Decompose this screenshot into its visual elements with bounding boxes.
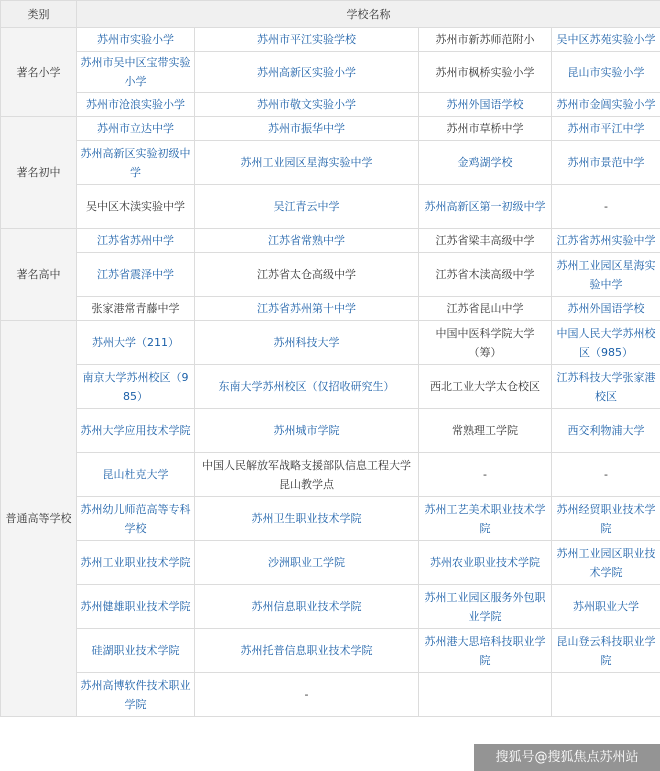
school-link[interactable]: 江苏省常熟中学 <box>195 229 419 253</box>
school-cell: - <box>195 673 419 717</box>
table-row <box>1 229 660 253</box>
school-link[interactable]: 苏州工业园区服务外包职业学院 <box>419 585 552 629</box>
school-link[interactable]: 苏州外国语学校 <box>552 297 660 321</box>
school-link[interactable]: 苏州卫生职业技术学院 <box>195 497 419 541</box>
table-row <box>1 453 660 497</box>
table-row <box>1 673 660 717</box>
school-link[interactable]: 苏州经贸职业技术学院 <box>552 497 660 541</box>
school-link[interactable]: 江苏省苏州中学 <box>77 229 195 253</box>
school-cell <box>419 673 552 717</box>
school-link[interactable]: 吴江青云中学 <box>195 185 419 229</box>
school-cell: 江苏省太仓高级中学 <box>195 253 419 297</box>
table-row <box>1 321 660 365</box>
school-link[interactable]: 苏州托普信息职业技术学院 <box>195 629 419 673</box>
table-row <box>1 585 660 629</box>
school-link[interactable]: 昆山杜克大学 <box>77 453 195 497</box>
table-row <box>1 93 660 117</box>
school-link[interactable]: 苏州港大思培科技职业学院 <box>419 629 552 673</box>
school-link[interactable]: 南京大学苏州校区（985） <box>77 365 195 409</box>
school-cell: 江苏省梁丰高级中学 <box>419 229 552 253</box>
school-link[interactable]: 沙洲职业工学院 <box>195 541 419 585</box>
table-row <box>1 365 660 409</box>
school-link[interactable]: 苏州市景范中学 <box>552 141 660 185</box>
school-link[interactable]: 苏州大学（211） <box>77 321 195 365</box>
school-link[interactable]: 苏州高博软件技术职业学院 <box>77 673 195 717</box>
category-cell: 著名小学 <box>1 28 77 117</box>
school-cell: 常熟理工学院 <box>419 409 552 453</box>
school-link[interactable]: 苏州市平江中学 <box>552 117 660 141</box>
table-row <box>1 185 660 229</box>
school-cell: 中国人民解放军战略支援部队信息工程大学昆山教学点 <box>195 453 419 497</box>
school-link[interactable]: 苏州科技大学 <box>195 321 419 365</box>
table-body <box>1 28 660 717</box>
school-cell: 张家港常青藤中学 <box>77 297 195 321</box>
school-link[interactable]: 苏州高新区实验初级中学 <box>77 141 195 185</box>
table-row <box>1 297 660 321</box>
school-link[interactable]: 江苏科技大学张家港校区 <box>552 365 660 409</box>
school-link[interactable]: 苏州农业职业技术学院 <box>419 541 552 585</box>
table-row <box>1 141 660 185</box>
school-link[interactable]: 苏州市立达中学 <box>77 117 195 141</box>
school-name-header: 学校名称 <box>77 1 660 28</box>
school-link[interactable]: 硅湖职业技术学院 <box>77 629 195 673</box>
school-cell: - <box>419 453 552 497</box>
school-link[interactable]: 苏州工业园区星海实验中学 <box>552 253 660 297</box>
table-row <box>1 253 660 297</box>
table-header-row <box>1 1 660 28</box>
school-cell: - <box>552 453 660 497</box>
school-cell: 苏州市枫桥实验小学 <box>419 52 552 93</box>
school-cell: 中国中医科学院大学（筹） <box>419 321 552 365</box>
school-link[interactable]: 苏州高新区实验小学 <box>195 52 419 93</box>
school-link[interactable]: 金鸡湖学校 <box>419 141 552 185</box>
category-cell: 著名高中 <box>1 229 77 321</box>
watermark: 搜狐号@搜狐焦点苏州站 <box>474 744 660 771</box>
school-link[interactable]: 苏州市吴中区宝带实验小学 <box>77 52 195 93</box>
school-link[interactable]: 苏州市平江实验学校 <box>195 28 419 52</box>
school-link[interactable]: 江苏省苏州实验中学 <box>552 229 660 253</box>
school-cell: 苏州市新苏师范附小 <box>419 28 552 52</box>
school-link[interactable]: 苏州市敬文实验小学 <box>195 93 419 117</box>
school-cell: 吴中区木渎实验中学 <box>77 185 195 229</box>
school-cell: 西北工业大学太仓校区 <box>419 365 552 409</box>
school-link[interactable]: 江苏省震泽中学 <box>77 253 195 297</box>
school-link[interactable]: 吴中区苏苑实验小学 <box>552 28 660 52</box>
table-row <box>1 541 660 585</box>
category-header: 类别 <box>1 1 77 28</box>
school-link[interactable]: 苏州市振华中学 <box>195 117 419 141</box>
table-row <box>1 629 660 673</box>
school-link[interactable]: 苏州高新区第一初级中学 <box>419 185 552 229</box>
school-link[interactable]: 昆山登云科技职业学院 <box>552 629 660 673</box>
school-cell: 苏州市草桥中学 <box>419 117 552 141</box>
table-row <box>1 117 660 141</box>
school-link[interactable]: 中国人民大学苏州校区（985） <box>552 321 660 365</box>
school-link[interactable]: 苏州市沧浪实验小学 <box>77 93 195 117</box>
school-link[interactable]: 江苏省苏州第十中学 <box>195 297 419 321</box>
school-cell: 江苏省昆山中学 <box>419 297 552 321</box>
school-link[interactable]: 苏州工业园区职业技术学院 <box>552 541 660 585</box>
category-cell: 普通高等学校 <box>1 321 77 717</box>
school-link[interactable]: 昆山市实验小学 <box>552 52 660 93</box>
school-link[interactable]: 东南大学苏州校区（仅招收研究生） <box>195 365 419 409</box>
school-cell: 江苏省木渎高级中学 <box>419 253 552 297</box>
table-row <box>1 28 660 52</box>
school-link[interactable]: 苏州幼儿师范高等专科学校 <box>77 497 195 541</box>
school-cell: - <box>552 185 660 229</box>
school-link[interactable]: 苏州信息职业技术学院 <box>195 585 419 629</box>
table-row <box>1 409 660 453</box>
school-link[interactable]: 西交利物浦大学 <box>552 409 660 453</box>
school-link[interactable]: 苏州工业园区星海实验中学 <box>195 141 419 185</box>
school-link[interactable]: 苏州外国语学校 <box>419 93 552 117</box>
school-link[interactable]: 苏州健雄职业技术学院 <box>77 585 195 629</box>
category-cell: 著名初中 <box>1 117 77 229</box>
school-link[interactable]: 苏州市实验小学 <box>77 28 195 52</box>
school-link[interactable]: 苏州工艺美术职业技术学院 <box>419 497 552 541</box>
table-row <box>1 52 660 93</box>
school-link[interactable]: 苏州市金阊实验小学 <box>552 93 660 117</box>
school-link[interactable]: 苏州职业大学 <box>552 585 660 629</box>
school-link[interactable]: 苏州大学应用技术学院 <box>77 409 195 453</box>
school-cell <box>552 673 660 717</box>
table-row <box>1 497 660 541</box>
school-link[interactable]: 苏州工业职业技术学院 <box>77 541 195 585</box>
school-link[interactable]: 苏州城市学院 <box>195 409 419 453</box>
